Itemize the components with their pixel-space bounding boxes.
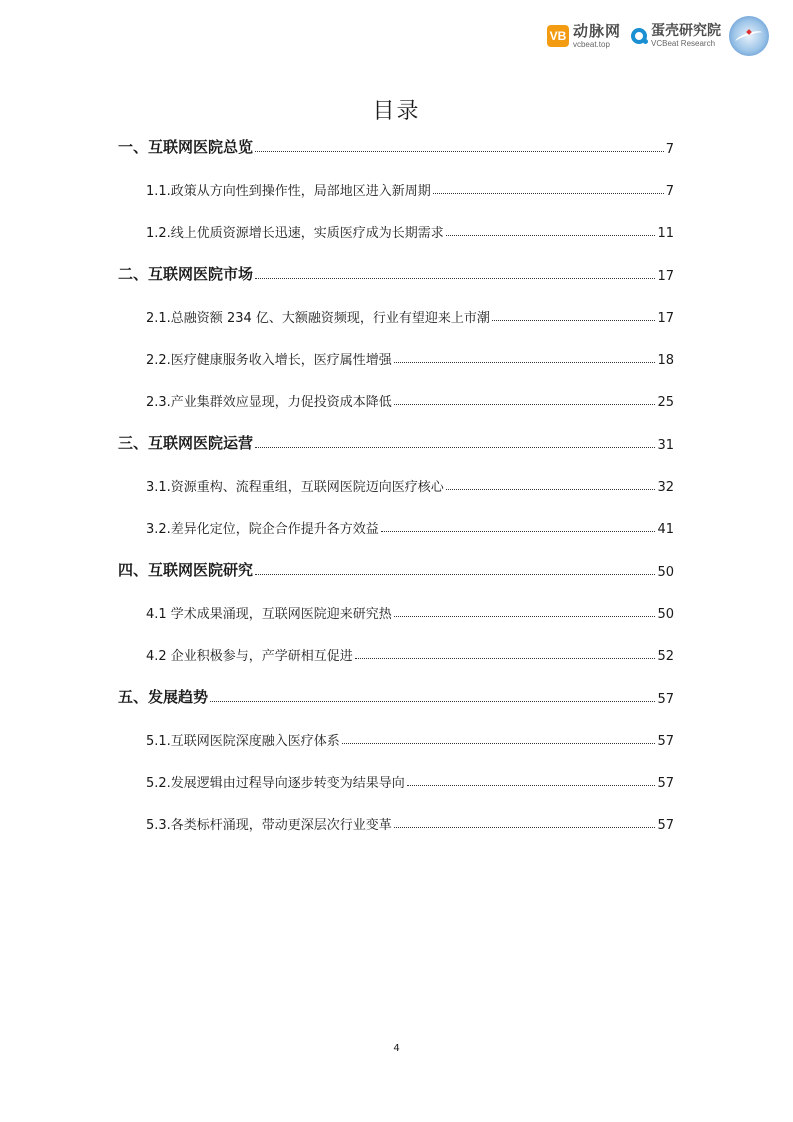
toc-subsection-label: 2.3.产业集群效应显现，力促投资成本降低 [146,395,392,410]
page-title: 目录 [372,99,421,124]
page-number: 4 [393,1043,400,1054]
toc-chapter-label: 四、互联网医院研究 [118,561,254,579]
toc-subsection-page: 32 [657,480,674,495]
toc-subsection-label: 2.1.总融资额 234 亿、大额融资频现，行业有望迎来上市潮 [146,311,490,326]
toc-subsection-label: 4.2 企业积极参与，产学研相互促进 [146,649,353,664]
vb-logo-icon: VB [547,25,569,47]
toc-leader-dots [446,489,656,490]
toc-subsection-page: 11 [657,226,674,241]
vcbeat-research-logo [631,24,721,48]
toc-section [118,259,674,410]
toc-chapter-label: 五、发展趋势 [118,688,209,706]
toc-subsection-page: 17 [657,311,674,326]
toc-subsection-entry[interactable] [118,344,674,368]
toc-subsection-entry[interactable] [118,598,674,622]
toc-subsection-entry[interactable] [118,217,674,241]
toc-chapter-entry[interactable] [118,428,674,453]
vcbeat-logo-cn: 动脉网 [572,21,621,40]
toc-subsection-label: 5.3.各类标杆涌现，带动更深层次行业变革 [146,818,392,833]
toc-subsection-entry[interactable] [118,302,674,326]
toc-leader-dots [381,531,656,532]
toc-subsection-label: 5.1.互联网医院深度融入医疗体系 [146,734,340,749]
toc-leader-dots [355,658,656,659]
toc-subsection-label: 1.2.线上优质资源增长迅速，实质医疗成为长期需求 [146,226,444,241]
toc-chapter-entry[interactable] [118,132,674,157]
toc-subsection-page: 52 [657,649,674,664]
toc-subsection-label: 5.2.发展逻辑由过程导向逐步转变为结果导向 [146,776,405,791]
toc-section [118,428,674,537]
toc-subsection-entry[interactable] [118,471,674,495]
toc-subsection-entry[interactable] [118,175,674,199]
toc-leader-dots [433,193,664,194]
toc-chapter-page: 31 [657,438,674,453]
toc-subsection-page: 57 [657,818,674,833]
toc-subsection-entry[interactable] [118,767,674,791]
toc-leader-dots [210,701,655,702]
toc-subsection-entry[interactable] [118,640,674,664]
toc-chapter-label: 三、互联网医院运营 [118,434,254,452]
vcbeat-logo-en: vcbeat.top [572,39,610,49]
toc-leader-dots [446,235,656,236]
toc-chapter-entry[interactable] [118,682,674,707]
toc-section [118,555,674,664]
toc-leader-dots [255,574,655,575]
research-logo-en: VCBeat Research [651,39,716,48]
toc-subsection-label: 4.1 学术成果涌现，互联网医院迎来研究热 [146,607,392,622]
toc-chapter-label: 二、互联网医院市场 [118,265,254,283]
research-logo-cn: 蛋壳研究院 [651,23,721,39]
toc-subsection-label: 1.1.政策从方向性到操作性，局部地区进入新周期 [146,184,431,199]
toc-subsection-entry[interactable] [118,809,674,833]
toc-subsection-page: 25 [657,395,674,410]
globe-badge-icon [729,16,769,56]
toc-section [118,132,674,241]
toc-leader-dots [394,827,656,828]
toc-subsection-page: 57 [657,734,674,749]
toc-leader-dots [394,616,656,617]
toc-subsection-page: 41 [657,522,674,537]
toc-subsection-page: 50 [657,607,674,622]
toc-leader-dots [255,447,655,448]
toc-subsection-entry[interactable] [118,386,674,410]
toc-chapter-entry[interactable] [118,259,674,284]
toc-chapter-page: 50 [657,565,674,580]
toc-leader-dots [394,404,656,405]
eggshell-logo-icon [631,28,647,44]
vcbeat-logo [547,21,621,49]
toc-leader-dots [342,743,656,744]
toc-subsection-entry[interactable] [118,725,674,749]
toc-chapter-entry[interactable] [118,555,674,580]
toc-chapter-page: 57 [657,692,674,707]
toc-chapter-page: 17 [657,269,674,284]
toc-subsection-label: 3.1.资源重构、流程重组，互联网医院迈向医疗核心 [146,480,444,495]
toc-subsection-label: 3.2.差异化定位，院企合作提升各方效益 [146,522,379,537]
toc-leader-dots [394,362,656,363]
toc-subsection-page: 7 [665,184,674,199]
toc-subsection-page: 18 [657,353,674,368]
toc-section [118,682,674,833]
toc-chapter-page: 7 [665,142,674,157]
toc-subsection-entry[interactable] [118,513,674,537]
toc-leader-dots [255,151,664,152]
toc-subsection-label: 2.2.医疗健康服务收入增长，医疗属性增强 [146,353,392,368]
toc-leader-dots [255,278,655,279]
toc-leader-dots [407,785,656,786]
toc-leader-dots [492,320,656,321]
toc-subsection-page: 57 [657,776,674,791]
toc-chapter-label: 一、互联网医院总览 [118,138,254,156]
header [547,14,769,58]
table-of-contents [118,132,674,833]
